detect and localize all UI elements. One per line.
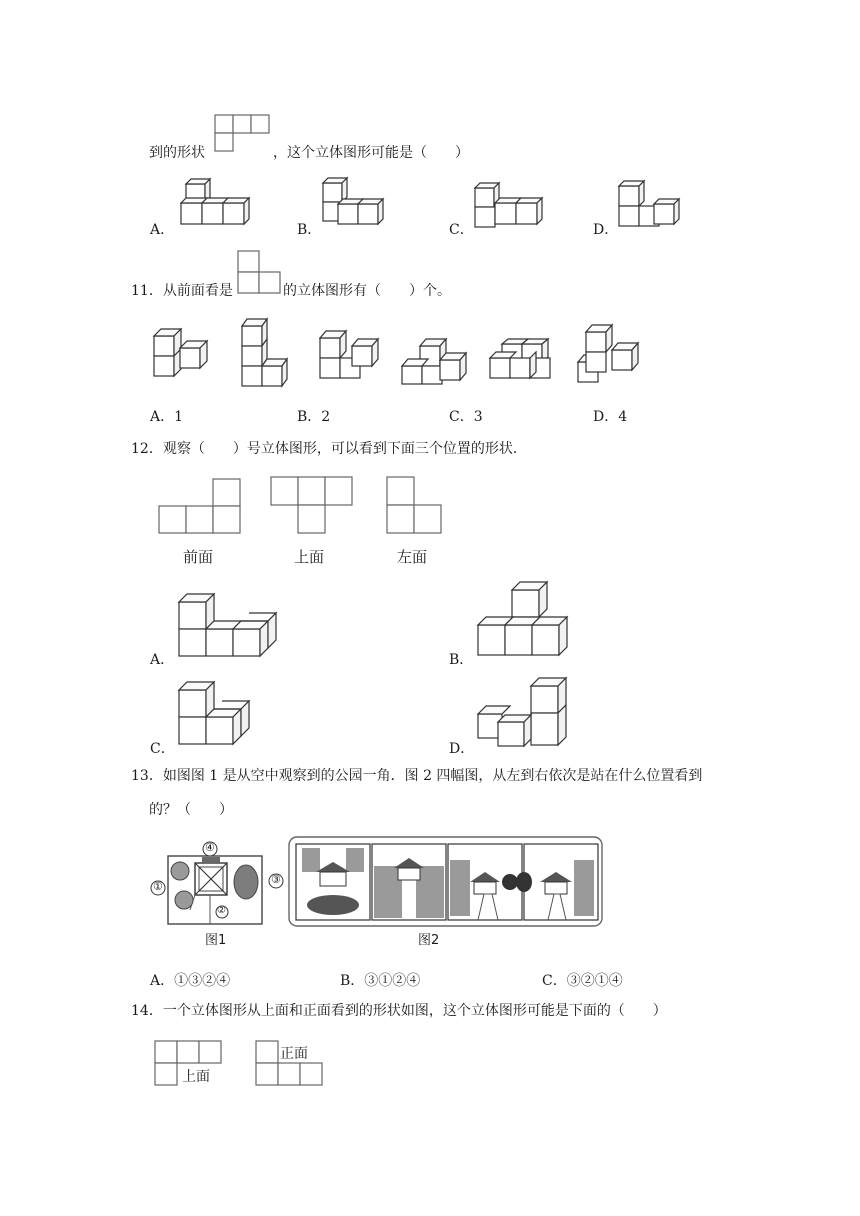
q10-option-c-figure[interactable] [474,183,544,231]
q13-option-b[interactable]: B．③①②④ [340,973,421,989]
cube [422,366,442,384]
park-views-strip [288,836,604,928]
q13-stem-line2: 的？（ ） [149,802,233,818]
q12-top-label: 上面 [294,548,325,566]
view-panel-4 [516,844,598,920]
q11-figure-4 [400,336,468,388]
q12-option-b-label[interactable]: B． [449,652,474,668]
cube [516,198,542,224]
cube [352,339,378,366]
q10-option-a-label[interactable]: A． [150,222,175,238]
cube [262,359,287,386]
cube [320,358,340,378]
q11-stem-end: 的立体图形有（ ）个。 [283,283,451,299]
cube [179,717,206,744]
cube [206,709,241,744]
cube [179,629,206,656]
cube [512,582,547,617]
fig1-caption: 图1 [205,933,227,948]
cube [619,181,644,206]
cube [320,331,346,358]
q12-left-view [386,476,442,534]
view-panel-2 [372,844,446,920]
cube [612,343,638,370]
q14-front-label: 正面 [280,1046,308,1062]
cube [154,329,181,356]
q11-figure-6 [574,324,640,386]
q12-front-label: 前面 [183,548,214,566]
cube [358,199,383,224]
q10-option-b-label[interactable]: B． [297,222,322,238]
q10-option-d-figure[interactable] [618,180,682,230]
q10-stem-end: ，这个立体图形可能是（ ） [273,145,469,161]
cube [531,678,566,713]
cube [619,206,639,226]
q10-option-a-figure[interactable] [180,178,250,228]
fig2-caption: 图2 [418,933,440,948]
q11-option-b[interactable]: B．2 [297,409,331,425]
cube [532,617,567,655]
cube [498,715,531,746]
q11-stem-start: 11．从前面看是 [131,283,233,299]
q12-front-view [158,478,242,534]
cube [179,682,214,717]
fig1-mark-bottom: ② [217,905,226,916]
q13-option-a[interactable]: A．①③②④ [150,973,231,989]
cube [223,198,249,224]
cube [180,341,207,368]
q11-figure-2 [238,316,294,390]
fig1-mark-top: ④ [205,841,215,854]
q11-option-a[interactable]: A．1 [150,409,184,425]
q12-option-b-figure[interactable] [476,582,568,658]
q12-option-d-figure[interactable] [476,676,570,750]
view-panel-3 [448,844,522,920]
q10-option-c-label[interactable]: C． [449,222,474,238]
q11-option-c[interactable]: C．3 [449,409,483,425]
cube [242,366,262,386]
cube [586,352,606,372]
q12-option-a-figure[interactable] [178,593,278,659]
cube [323,178,347,202]
q13-option-c[interactable]: C．③②①④ [542,973,623,989]
q11-figure-1 [152,326,214,382]
cube [179,594,214,629]
q12-option-a-label[interactable]: A． [150,652,175,668]
q11-option-d[interactable]: D．4 [593,409,628,425]
q10-option-d-label[interactable]: D． [593,222,619,238]
view-panel-1 [296,844,370,920]
q12-option-c-label[interactable]: C． [150,741,175,757]
fig1-mark-right: ③ [271,873,281,886]
cube [586,325,612,352]
cube [654,199,679,224]
q12-option-d-label[interactable]: D． [449,741,475,757]
q10-option-b-figure[interactable] [320,178,388,228]
q14-stem: 14．一个立体图形从上面和正面看到的形状如图，这个立体图形可能是下面的（ ） [131,1003,667,1019]
q11-figure-5 [488,338,554,384]
q11-front-view-shape [237,250,281,294]
cube [242,319,267,346]
q10-stem-start: 到的形状 [149,145,205,161]
q13-stem-line1: 13．如图图 1 是从空中观察到的公园一角．图 2 四幅图，从左到右依次是站在什么位置看到 [131,768,703,784]
q12-top-view [270,476,354,534]
q12-option-c-figure[interactable] [178,681,252,747]
fig1-mark-left: ① [153,880,163,893]
q14-top-label: 上面 [182,1069,210,1085]
cube [510,358,530,378]
q12-stem: 12．观察（ ）号立体图形，可以看到下面三个位置的形状． [131,441,527,457]
q11-figure-3 [318,326,384,384]
cube [475,207,495,227]
q10-view-shape [214,114,270,154]
cube [233,621,268,656]
q12-left-label: 左面 [397,548,428,566]
cube [440,353,466,380]
